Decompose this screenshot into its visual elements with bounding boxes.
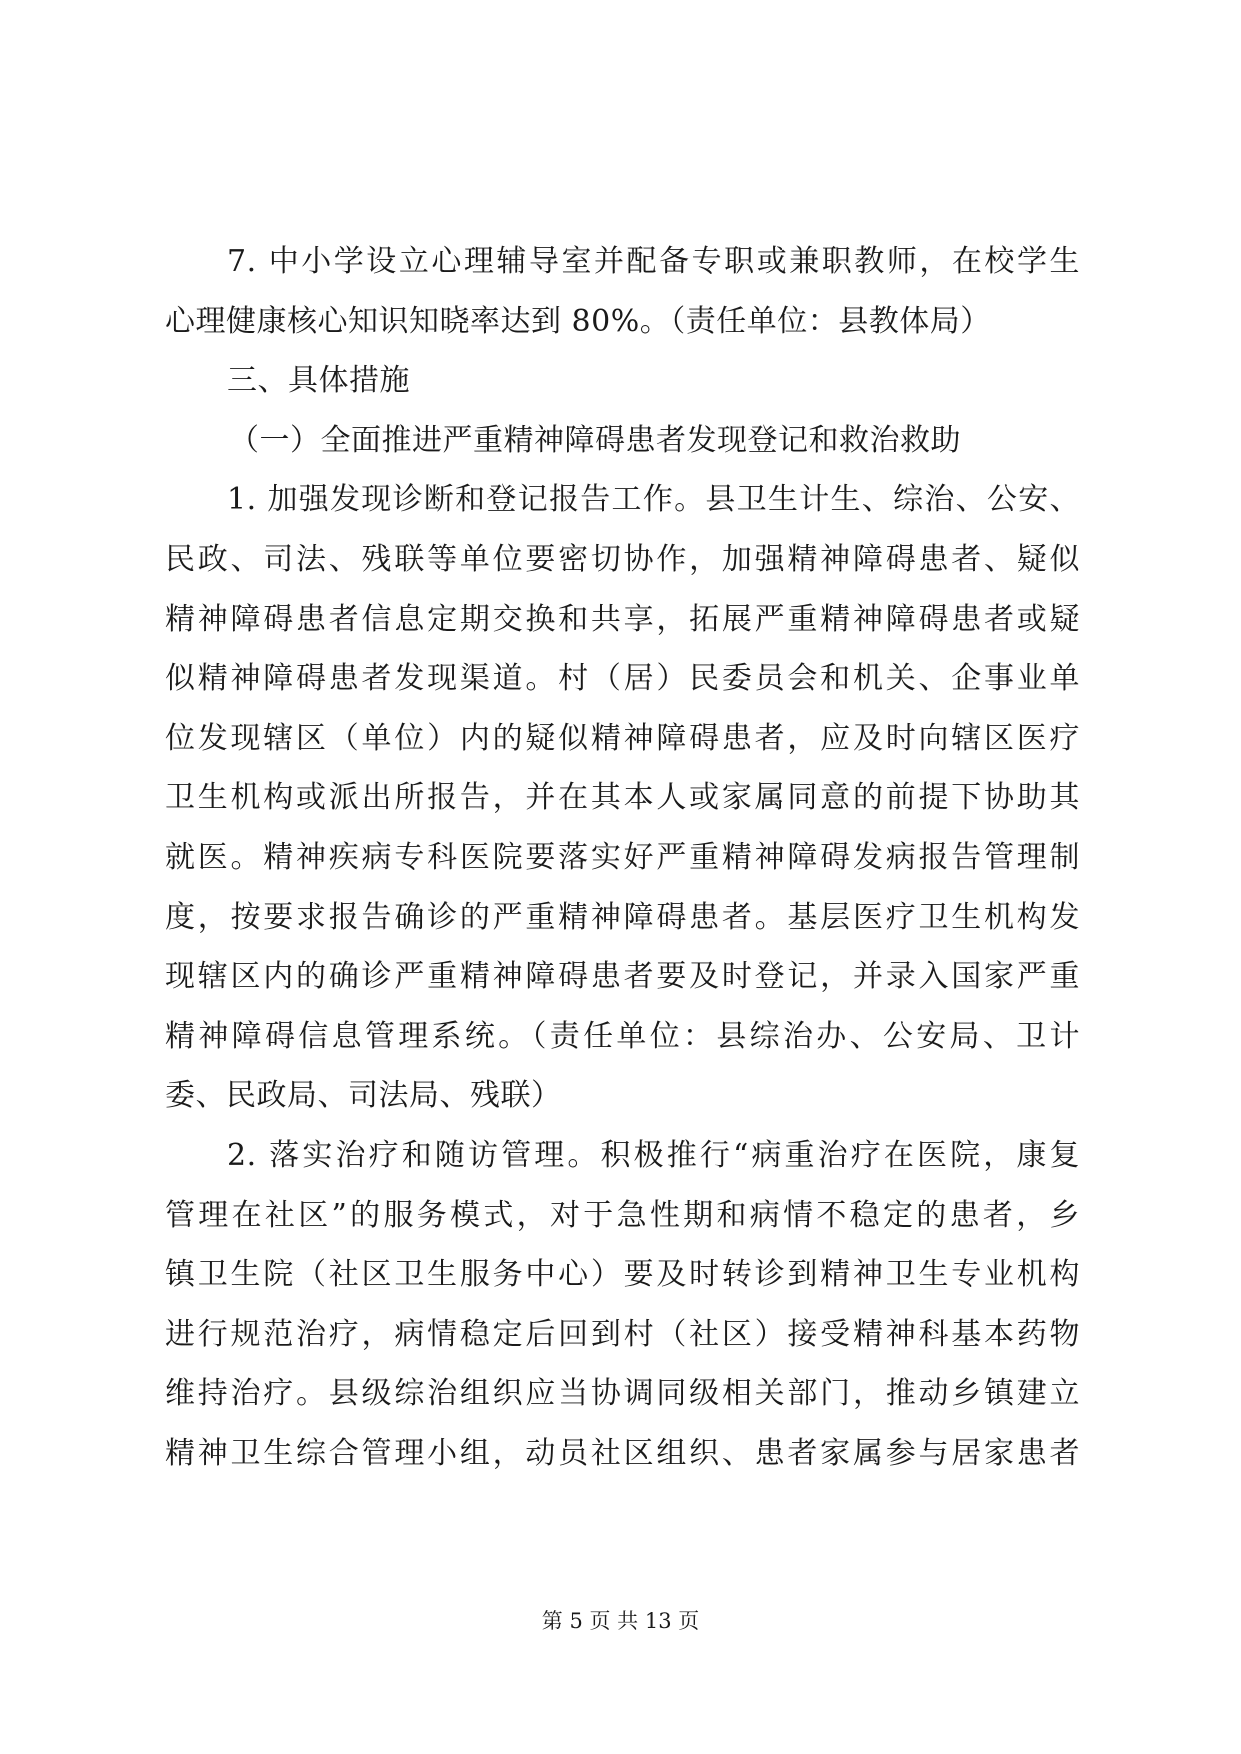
- paragraph-line: 精神卫生综合管理小组，动员社区组织、患者家属参与居家患者: [165, 1435, 1080, 1471]
- paragraph-line: 维持治疗。县级综治组织应当协调同级相关部门，推动乡镇建立: [165, 1376, 1080, 1412]
- paragraph-line: 管理在社区”的服务模式，对于急性期和病情不稳定的患者，乡: [165, 1197, 1080, 1233]
- paragraph-line: 精神障碍患者信息定期交换和共享，拓展严重精神障碍患者或疑: [165, 601, 1080, 637]
- subsection-heading: （一）全面推进严重精神障碍患者发现登记和救治救助: [229, 422, 961, 458]
- document-body: [165, 232, 1080, 1483]
- paragraph-line: 1. 加强发现诊断和登记报告工作。县卫生计生、综治、公安、: [227, 482, 1080, 518]
- paragraph-line: 位发现辖区（单位）内的疑似精神障碍患者，应及时向辖区医疗: [165, 720, 1080, 756]
- paragraph-line: 卫生机构或派出所报告，并在其本人或家属同意的前提下协助其: [165, 780, 1080, 816]
- page-number-footer: 第 5 页 共 13 页: [541, 1609, 700, 1633]
- section-heading: 三、具体措施: [227, 363, 410, 399]
- paragraph-line: 似精神障碍患者发现渠道。村（居）民委员会和机关、企事业单: [165, 661, 1080, 697]
- paragraph-line: 精神障碍信息管理系统。（责任单位：县综治办、公安局、卫计: [165, 1018, 1080, 1054]
- paragraph-line: 心理健康核心知识知晓率达到 80%。（责任单位：县教体局）: [165, 303, 991, 339]
- paragraph-line: 委、民政局、司法局、残联）: [165, 1078, 562, 1114]
- paragraph-line: 2. 落实治疗和随访管理。积极推行“病重治疗在医院，康复: [227, 1137, 1080, 1173]
- paragraph-line: 就医。精神疾病专科医院要落实好严重精神障碍发病报告管理制: [165, 839, 1080, 875]
- paragraph-line: 度，按要求报告确诊的严重精神障碍患者。基层医疗卫生机构发: [165, 899, 1080, 935]
- paragraph-line: 进行规范治疗，病情稳定后回到村（社区）接受精神科基本药物: [165, 1316, 1080, 1352]
- paragraph-line: 民政、司法、残联等单位要密切协作，加强精神障碍患者、疑似: [165, 541, 1080, 577]
- paragraph-line: 7. 中小学设立心理辅导室并配备专职或兼职教师，在校学生: [227, 244, 1080, 279]
- paragraph-line: 镇卫生院（社区卫生服务中心）要及时转诊到精神卫生专业机构: [165, 1257, 1080, 1293]
- paragraph-line: 现辖区内的确诊严重精神障碍患者要及时登记，并录入国家严重: [165, 959, 1080, 995]
